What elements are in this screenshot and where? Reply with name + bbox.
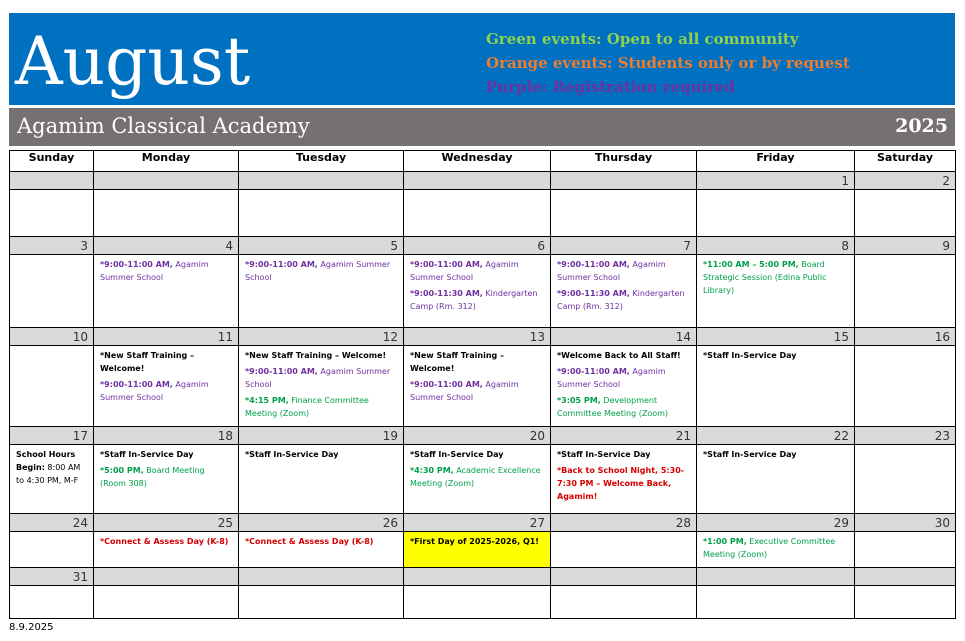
week-3-events — [10, 346, 956, 427]
month-title: August — [15, 23, 251, 100]
date-number: 7 — [551, 237, 697, 255]
day-cell-aug30 — [855, 532, 956, 568]
day-cell-aug7 — [551, 255, 697, 328]
event-back-to-school-night: *Back to School Night, 5:30-7:30 PM – Welcome Back, Agamim! — [557, 466, 685, 501]
date-number: 27 — [404, 514, 551, 532]
day-cell-aug27 — [404, 532, 551, 568]
date-number: 22 — [697, 427, 855, 445]
week-2-events — [10, 255, 956, 328]
event-staff-inservice: *Staff In-Service Day — [410, 450, 504, 459]
day-cell-aug10 — [10, 346, 94, 427]
date-number: 16 — [855, 328, 956, 346]
day-cell-aug8 — [697, 255, 855, 328]
date-number — [94, 568, 239, 586]
week-6-events — [10, 586, 956, 619]
date-number: 8 — [697, 237, 855, 255]
date-number: 21 — [551, 427, 697, 445]
date-number — [855, 568, 956, 586]
school-name: Agamim Classical Academy — [17, 114, 310, 138]
date-number — [94, 172, 239, 190]
event-first-day: *First Day of 2025-2026, Q1! — [410, 537, 539, 546]
date-number: 20 — [404, 427, 551, 445]
date-number — [239, 172, 404, 190]
day-cell-aug24 — [10, 532, 94, 568]
day-cell-aug11 — [94, 346, 239, 427]
day-cell-aug4 — [94, 255, 239, 328]
event-new-staff-training: *New Staff Training – Welcome! — [245, 351, 387, 360]
date-number: 10 — [10, 328, 94, 346]
event-summer-school: *9:00-11:00 AM, Agamim Summer School — [245, 260, 391, 282]
day-cell-aug20 — [404, 445, 551, 514]
weekday-tuesday: Tuesday — [239, 151, 404, 172]
event-summer-school: *9:00-11:00 AM, Agamim Summer School — [557, 260, 666, 282]
week-5-numbers — [10, 514, 956, 532]
date-number: 25 — [94, 514, 239, 532]
date-number: 28 — [551, 514, 697, 532]
date-number — [10, 172, 94, 190]
event-development-committee: *3:05 PM, Development Committee Meeting (Zoom) — [557, 396, 669, 418]
day-cell-aug9 — [855, 255, 956, 328]
date-number: 5 — [239, 237, 404, 255]
week-6-numbers — [10, 568, 956, 586]
week-1-events — [10, 190, 956, 237]
event-connect-assess: *Connect & Assess Day (K-8) — [100, 537, 229, 546]
date-number: 17 — [10, 427, 94, 445]
event-board-meeting: *5:00 PM, Board Meeting (Room 308) — [100, 466, 205, 488]
event-welcome-back-staff: *Welcome Back to All Staff! — [557, 351, 681, 360]
week-4-numbers — [10, 427, 956, 445]
legend — [486, 27, 850, 99]
event-summer-school: *9:00-11:00 AM, Agamim Summer School — [557, 367, 666, 389]
date-number: 12 — [239, 328, 404, 346]
day-cell — [551, 586, 697, 619]
event-staff-inservice: *Staff In-Service Day — [557, 450, 651, 459]
weekday-monday: Monday — [94, 151, 239, 172]
event-staff-inservice: *Staff In-Service Day — [703, 351, 797, 360]
event-staff-inservice: *Staff In-Service Day — [703, 450, 797, 459]
day-cell — [404, 190, 551, 237]
date-number: 2 — [855, 172, 956, 190]
day-cell-aug2 — [855, 190, 956, 237]
event-staff-inservice: *Staff In-Service Day — [245, 450, 339, 459]
week-4-events — [10, 445, 956, 514]
day-cell-aug25 — [94, 532, 239, 568]
date-number: 31 — [10, 568, 94, 586]
day-cell-aug16 — [855, 346, 956, 427]
day-cell — [239, 190, 404, 237]
date-number — [404, 568, 551, 586]
day-cell — [551, 190, 697, 237]
event-summer-school: *9:00-11:00 AM, Agamim Summer School — [100, 260, 209, 282]
day-cell-aug21 — [551, 445, 697, 514]
year-label: 2025 — [895, 115, 948, 137]
day-cell-aug3 — [10, 255, 94, 328]
day-cell-aug26 — [239, 532, 404, 568]
day-cell — [94, 190, 239, 237]
date-number — [551, 172, 697, 190]
event-finance-committee: *4:15 PM, Finance Committee Meeting (Zoom) — [245, 396, 369, 418]
day-cell-aug13 — [404, 346, 551, 427]
event-staff-inservice: *Staff In-Service Day — [100, 450, 194, 459]
event-summer-school: *9:00-11:00 AM, Agamim Summer School — [100, 380, 209, 402]
date-number: 15 — [697, 328, 855, 346]
day-cell-aug6 — [404, 255, 551, 328]
day-cell-aug22 — [697, 445, 855, 514]
date-number — [551, 568, 697, 586]
weekday-header-row — [10, 151, 956, 172]
event-academic-excellence: *4:30 PM, Academic Excellence Meeting (Zoom) — [410, 466, 541, 488]
calendar-grid — [9, 150, 956, 619]
weekday-saturday: Saturday — [855, 151, 956, 172]
date-number — [404, 172, 551, 190]
day-cell-aug5 — [239, 255, 404, 328]
day-cell-aug19 — [239, 445, 404, 514]
day-cell-aug28 — [551, 532, 697, 568]
day-cell — [855, 586, 956, 619]
week-2-numbers — [10, 237, 956, 255]
date-number — [239, 568, 404, 586]
event-summer-school: *9:00-11:00 AM, Agamim Summer School — [410, 260, 519, 282]
day-cell-aug15 — [697, 346, 855, 427]
weekday-friday: Friday — [697, 151, 855, 172]
date-number: 23 — [855, 427, 956, 445]
day-cell — [239, 586, 404, 619]
day-cell-aug23 — [855, 445, 956, 514]
week-3-numbers — [10, 328, 956, 346]
date-number: 9 — [855, 237, 956, 255]
event-kindergarten-camp: *9:00-11:30 AM, Kindergarten Camp (Rm. 312) — [557, 289, 685, 311]
legend-purple: Purple: Registration required — [486, 78, 736, 96]
day-cell — [94, 586, 239, 619]
day-cell — [10, 190, 94, 237]
weekday-wednesday: Wednesday — [404, 151, 551, 172]
legend-green: Green events: Open to all community — [486, 30, 799, 48]
date-number: 1 — [697, 172, 855, 190]
day-cell-aug1 — [697, 190, 855, 237]
day-cell-aug31 — [10, 586, 94, 619]
date-number: 4 — [94, 237, 239, 255]
event-connect-assess: *Connect & Assess Day (K-8) — [245, 537, 374, 546]
date-number: 14 — [551, 328, 697, 346]
date-number — [697, 568, 855, 586]
day-cell-aug18 — [94, 445, 239, 514]
date-number: 13 — [404, 328, 551, 346]
event-summer-school: *9:00-11:00 AM, Agamim Summer School — [410, 380, 519, 402]
event-summer-school: *9:00-11:00 AM, Agamim Summer School — [245, 367, 391, 389]
date-number: 18 — [94, 427, 239, 445]
footer-date: 8.9.2025 — [9, 622, 54, 633]
date-number: 3 — [10, 237, 94, 255]
week-5-events — [10, 532, 956, 568]
date-number: 24 — [10, 514, 94, 532]
week-1-numbers — [10, 172, 956, 190]
date-number: 6 — [404, 237, 551, 255]
date-number: 11 — [94, 328, 239, 346]
event-executive-committee: *1:00 PM, Executive Committee Meeting (Zoom) — [703, 537, 836, 559]
day-cell-aug12 — [239, 346, 404, 427]
event-kindergarten-camp: *9:00-11:30 AM, Kindergarten Camp (Rm. 312) — [410, 289, 538, 311]
note-school-hours: School Hours Begin: 8:00 AM to 4:30 PM, M-F — [16, 450, 81, 485]
day-cell-aug17 — [10, 445, 94, 514]
day-cell — [697, 586, 855, 619]
date-number: 29 — [697, 514, 855, 532]
date-number: 19 — [239, 427, 404, 445]
day-cell — [404, 586, 551, 619]
event-new-staff-training: *New Staff Training – Welcome! — [100, 351, 195, 373]
event-board-strategic-session: *11:00 AM – 5:00 PM, Board Strategic Session (Edina Public Library) — [703, 260, 827, 295]
day-cell-aug14 — [551, 346, 697, 427]
event-new-staff-training: *New Staff Training – Welcome! — [410, 351, 505, 373]
date-number: 26 — [239, 514, 404, 532]
day-cell-aug29 — [697, 532, 855, 568]
weekday-sunday: Sunday — [10, 151, 94, 172]
weekday-thursday: Thursday — [551, 151, 697, 172]
legend-orange: Orange events: Students only or by request — [486, 54, 850, 72]
date-number: 30 — [855, 514, 956, 532]
